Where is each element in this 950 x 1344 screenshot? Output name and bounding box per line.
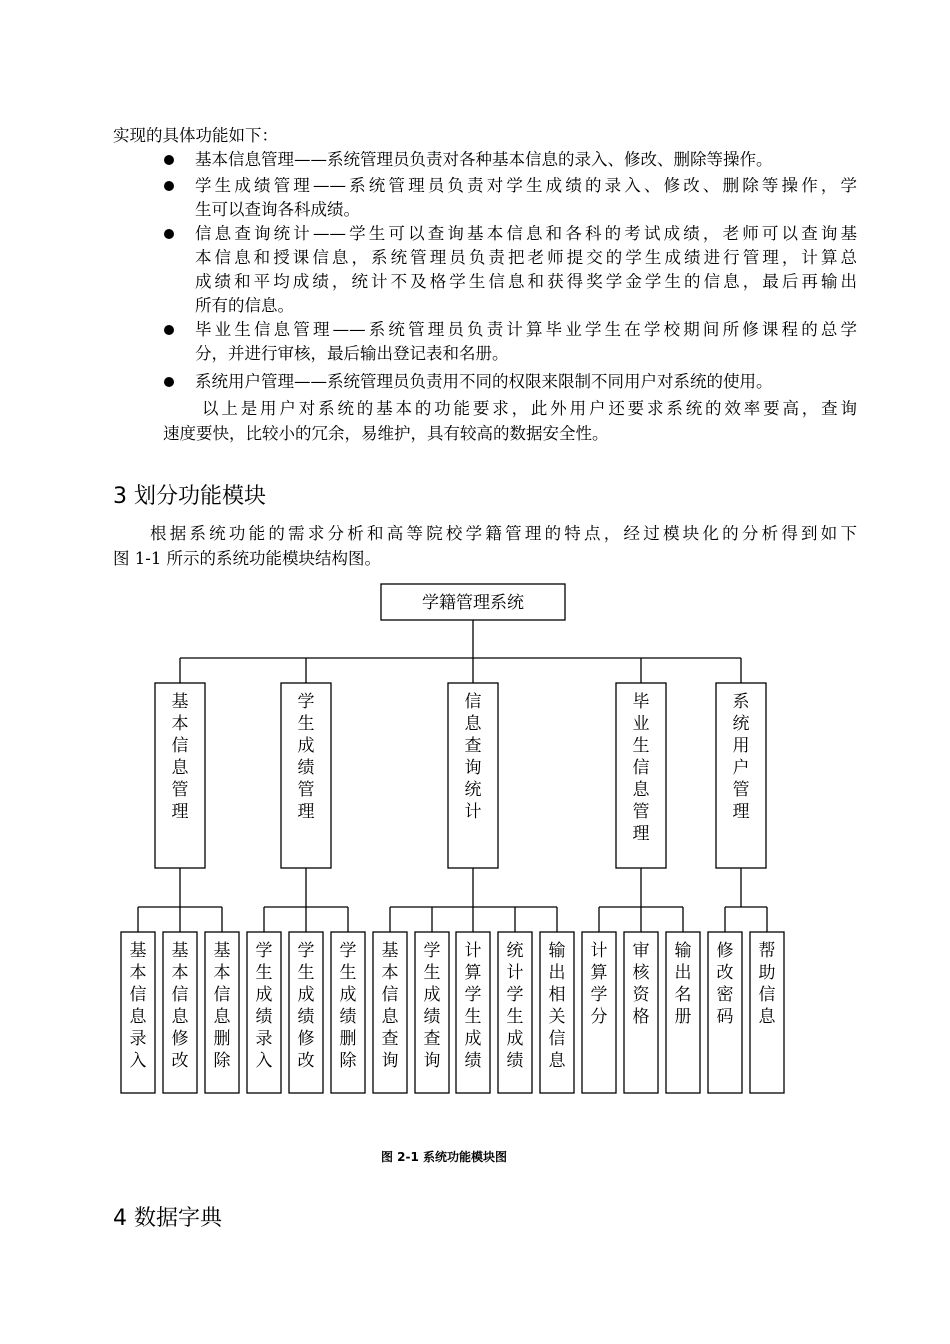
leaf-label: 基本信息修改 — [171, 941, 189, 1071]
bullet-4-line-1: 毕业生信息管理——系统管理员负责计算毕业学生在学校期间所修课程的总学 — [195, 320, 857, 339]
bullet-3-line-2: 本信息和授课信息，系统管理员负责把老师提交的学生成绩进行管理，计算总 — [195, 248, 857, 267]
leaf-label: 输出名册 — [674, 941, 692, 1027]
leaf-label: 审核资格 — [632, 941, 650, 1027]
summary-line-1: 以上是用户对系统的基本的功能要求，此外用户还要求系统的效率要高，查询 — [202, 399, 857, 418]
summary-line-2: 速度要快，比较小的冗余，易维护，具有较高的数据安全性。 — [163, 424, 609, 443]
root-label: 学籍管理系统 — [422, 593, 524, 613]
section-4-heading: 4 数据字典 — [113, 1206, 222, 1231]
module-label: 毕业生信息管理 — [632, 692, 650, 844]
leaf-label: 学生成绩录入 — [255, 941, 273, 1071]
bullet-2-line-2: 生可以查询各科成绩。 — [195, 200, 360, 219]
bullet-2-line-1: 学生成绩管理——系统管理员负责对学生成绩的录入、修改、删除等操作，学 — [195, 176, 857, 195]
leaf-label: 学生成绩修改 — [297, 941, 315, 1071]
leaf-label: 统计学生成绩 — [506, 941, 524, 1071]
leaf-label: 基本信息查询 — [381, 941, 399, 1071]
section-3-heading: 3 划分功能模块 — [113, 484, 266, 509]
leaf-label: 计算学分 — [590, 941, 608, 1027]
bullet-3-line-4: 所有的信息。 — [195, 296, 294, 315]
leaf-label: 学生成绩查询 — [423, 941, 441, 1071]
section-3-line-1: 根据系统功能的需求分析和高等院校学籍管理的特点，经过模块化的分析得到如下 — [150, 524, 857, 543]
module-label: 学生成绩管理 — [297, 692, 315, 822]
section-3-line-2: 图 1-1 所示的系统功能模块结构图。 — [113, 549, 382, 568]
leaf-label: 输出相关信息 — [548, 941, 566, 1071]
bullet-3-line-1: 信息查询统计——学生可以查询基本信息和各科的考试成绩，老师可以查询基 — [195, 224, 857, 243]
leaf-label: 学生成绩删除 — [339, 941, 357, 1071]
leaf-label: 修改密码 — [716, 941, 734, 1027]
leaf-label: 基本信息删除 — [213, 941, 231, 1071]
leaf-label: 帮助信息 — [758, 941, 776, 1027]
module-label: 系统用户管理 — [732, 692, 750, 822]
leaf-label: 基本信息录入 — [129, 941, 147, 1071]
bullet-4-line-2: 分，并进行审核，最后输出登记表和名册。 — [195, 344, 509, 363]
module-label: 基本信息管理 — [171, 692, 189, 822]
bullet-1-line-1: 基本信息管理——系统管理员负责对各种基本信息的录入、修改、删除等操作。 — [195, 150, 773, 169]
intro-text: 实现的具体功能如下： — [113, 126, 278, 145]
module-label: 信息查询统计 — [464, 692, 482, 822]
bullet-3-line-3: 成绩和平均成绩，统计不及格学生信息和获得奖学金学生的信息，最后再输出 — [195, 272, 857, 291]
bullet-5-line-1: 系统用户管理——系统管理员负责用不同的权限来限制不同用户对系统的使用。 — [195, 372, 773, 391]
figure-caption: 图 2-1 系统功能模块图 — [381, 1150, 508, 1164]
leaf-label: 计算学生成绩 — [464, 941, 482, 1071]
